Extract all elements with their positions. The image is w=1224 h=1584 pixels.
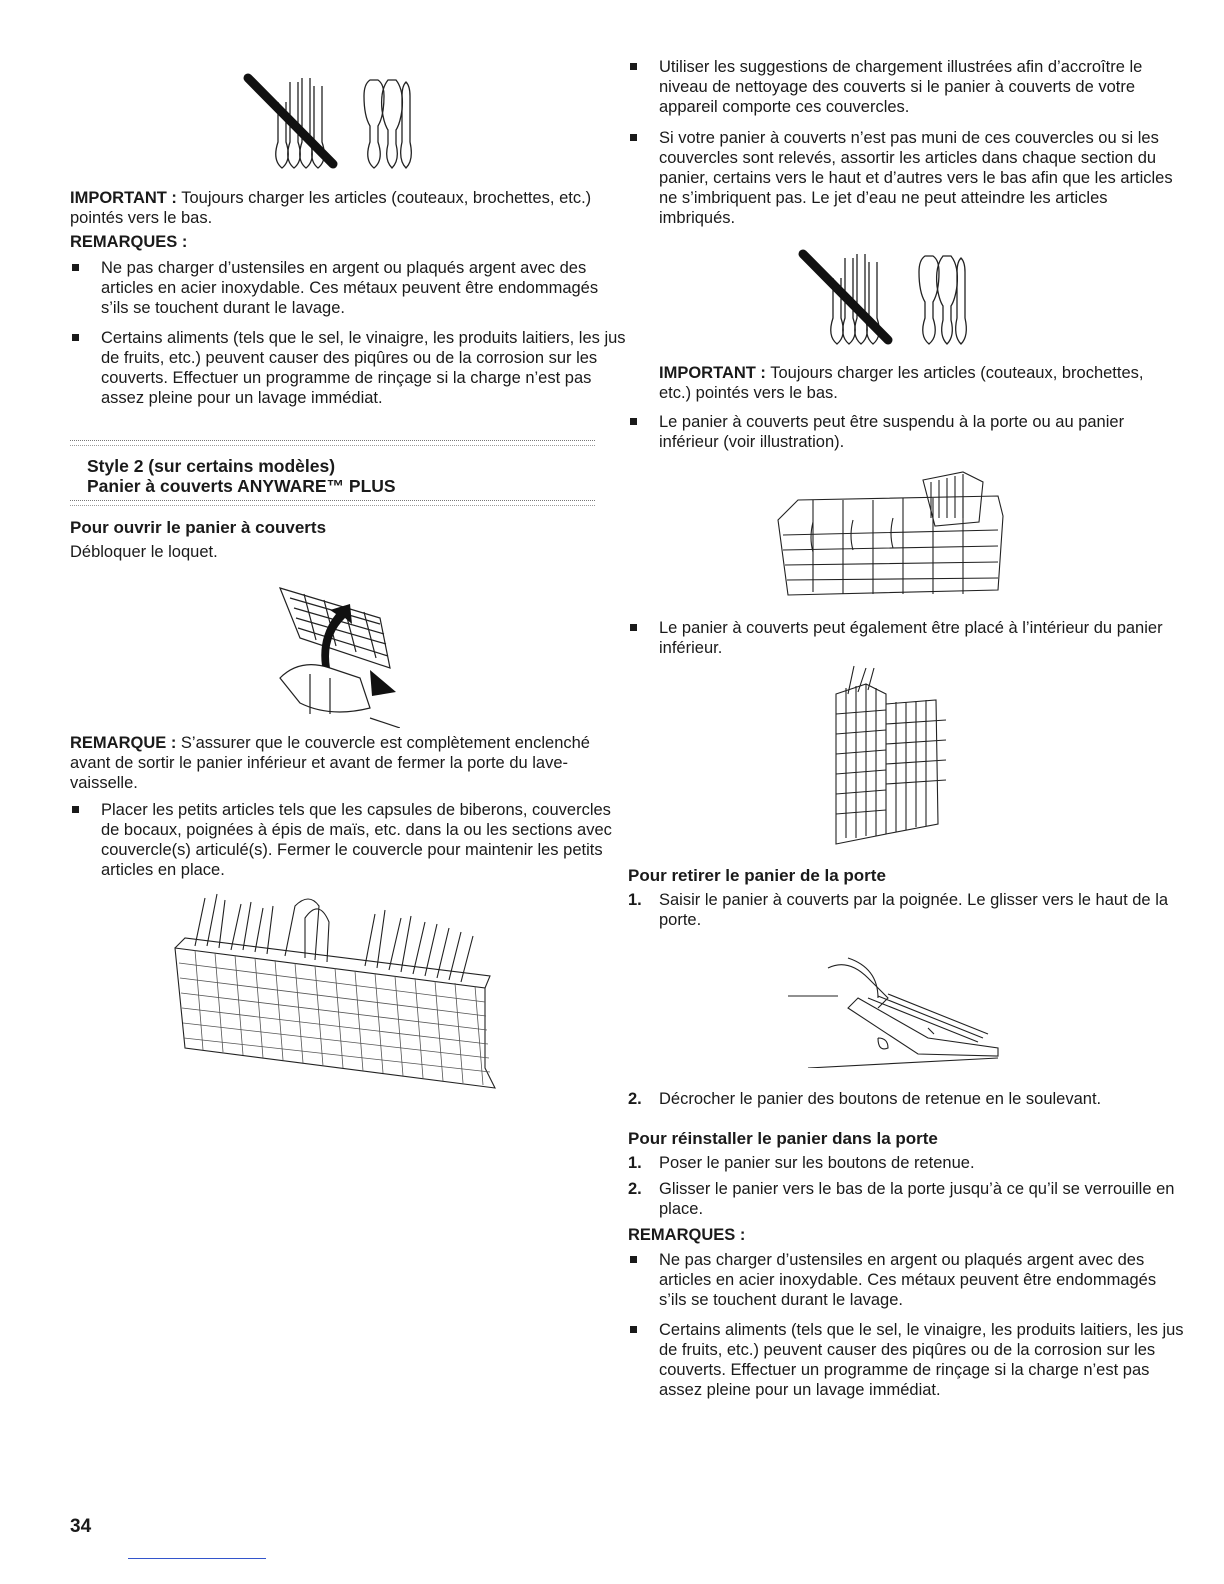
step-number: 2. — [628, 1090, 642, 1108]
important-label: IMPORTANT : — [659, 364, 766, 382]
list-item-text: Utiliser les suggestions de chargement illustrées afin d’accroître le niveau de nettoyage des couverts si le panier à couverts de votre appareil comporte ces couvercles. — [659, 58, 1143, 116]
style-title-line2: Panier à couverts ANYWARE™ PLUS — [87, 476, 396, 496]
lower-rack-basket-illustration — [773, 460, 1013, 610]
bullet-icon — [72, 264, 79, 271]
section-divider — [70, 500, 595, 506]
important-text: Toujours charger les articles (couteaux, brochettes, etc.) pointés vers le bas. — [659, 364, 1144, 402]
bullet-icon — [630, 624, 637, 631]
list-item-text: Ne pas charger d’ustensiles en argent ou plaqués argent avec des articles en acier inoxydable. Ces métaux peuvent être endommagés s’ils se touchent durant le lavage. — [101, 259, 599, 317]
list-item — [628, 128, 1184, 228]
remarque-label: REMARQUE : — [70, 734, 177, 752]
basket-inside-rack-illustration — [826, 664, 956, 854]
step-item — [628, 1179, 1184, 1219]
step-text: Poser le panier sur les boutons de retenue. — [659, 1154, 975, 1172]
remarques-title-right: REMARQUES : — [628, 1226, 746, 1244]
step-item — [628, 890, 1184, 930]
important-note-left — [70, 188, 595, 228]
list-item-text: Placer les petits articles tels que les capsules de biberons, couvercles de bocaux, poignées à épis de maïs, etc. dans la ou les sections avec couvercle(s) articulé(s). Fermer le couvercle pour maintenir les petits articles en place. — [101, 801, 612, 879]
step-number: 1. — [628, 1154, 642, 1172]
remarque-text: S’assurer que le couvercle est complètement enclenché avant de sortir le panier inférieur et avant de fermer la porte du lave-vaisselle. — [70, 734, 590, 792]
footer-rule — [128, 1558, 266, 1559]
step-text: Saisir le panier à couverts par la poignée. Le glisser vers le haut de la porte. — [659, 891, 1169, 929]
bullet-icon — [630, 1326, 637, 1333]
bullet-icon — [630, 1256, 637, 1263]
bullet-icon — [72, 806, 79, 813]
remarque-note — [70, 733, 595, 793]
list-item-text: Ne pas charger d’ustensiles en argent ou plaqués argent avec des articles en acier inoxydable. Ces métaux peuvent être endommagés s’ils se touchent durant le lavage. — [659, 1251, 1157, 1309]
list-item — [628, 618, 1184, 658]
reinstall-basket-title: Pour réinstaller le panier dans la porte — [628, 1129, 938, 1148]
list-item — [628, 412, 1184, 452]
step-number: 1. — [628, 891, 642, 909]
section-divider — [70, 440, 595, 446]
utensils-wrong-illustration — [793, 238, 983, 348]
list-item-text: Le panier à couverts peut être suspendu à la porte ou au panier inférieur (voir illustration). — [659, 413, 1125, 451]
step-text: Glisser le panier vers le bas de la porte jusqu’à ce qu’il se verrouille en place. — [659, 1180, 1175, 1218]
latch-illustration — [260, 578, 400, 728]
list-item — [70, 800, 626, 880]
remarques-title-left: REMARQUES : — [70, 233, 188, 251]
style-title-line1: Style 2 (sur certains modèles) — [87, 456, 336, 476]
utensils-wrong-illustration — [238, 62, 428, 172]
bullet-icon — [630, 134, 637, 141]
remove-from-door-illustration — [788, 938, 1003, 1068]
list-item — [628, 1250, 1184, 1310]
step-item — [628, 1153, 1184, 1173]
list-item — [70, 328, 626, 408]
open-basket-text: Débloquer le loquet. — [70, 543, 218, 561]
list-item-text: Certains aliments (tels que le sel, le vinaigre, les produits laitiers, les jus de fruits, etc.) peuvent causer des piqûres ou de la corrosion sur les couverts. Effectuer un programme de rinçage si la charge n’est pas assez pleine pour un lavage immédiat. — [659, 1321, 1184, 1399]
list-item-text: Si votre panier à couverts n’est pas muni de ces couvercles ou si les couvercles sont relevés, assortir les articles dans chaque section du panier, certains vers le haut et d’autres vers le bas afin que les articles ne s’imbriquent pas. Le jet d’eau ne peut atteindre les articles imbriqués. — [659, 129, 1173, 227]
step-number: 2. — [628, 1180, 642, 1198]
bullet-icon — [630, 63, 637, 70]
list-item — [628, 57, 1184, 117]
open-basket-title: Pour ouvrir le panier à couverts — [70, 518, 327, 537]
silverware-basket-illustration — [165, 888, 505, 1108]
important-text: Toujours charger les articles (couteaux, brochettes, etc.) pointés vers le bas. — [70, 189, 592, 227]
list-item-text: Certains aliments (tels que le sel, le vinaigre, les produits laitiers, les jus de fruits, etc.) peuvent causer des piqûres ou de la corrosion sur les couverts. Effectuer un programme de rinçage si la charge n’est pas assez pleine pour un lavage immédiat. — [101, 329, 626, 407]
step-item — [628, 1089, 1184, 1109]
list-item — [628, 1320, 1184, 1400]
page-number: 34 — [70, 1516, 92, 1537]
remove-basket-title: Pour retirer le panier de la porte — [628, 866, 886, 885]
list-item-text: Le panier à couverts peut également être placé à l’intérieur du panier inférieur. — [659, 619, 1163, 657]
bullet-icon — [72, 334, 79, 341]
bullet-icon — [630, 418, 637, 425]
important-label: IMPORTANT : — [70, 189, 177, 207]
list-item — [70, 258, 626, 318]
step-text: Décrocher le panier des boutons de retenue en le soulevant. — [659, 1090, 1102, 1108]
important-note-right — [659, 363, 1153, 403]
